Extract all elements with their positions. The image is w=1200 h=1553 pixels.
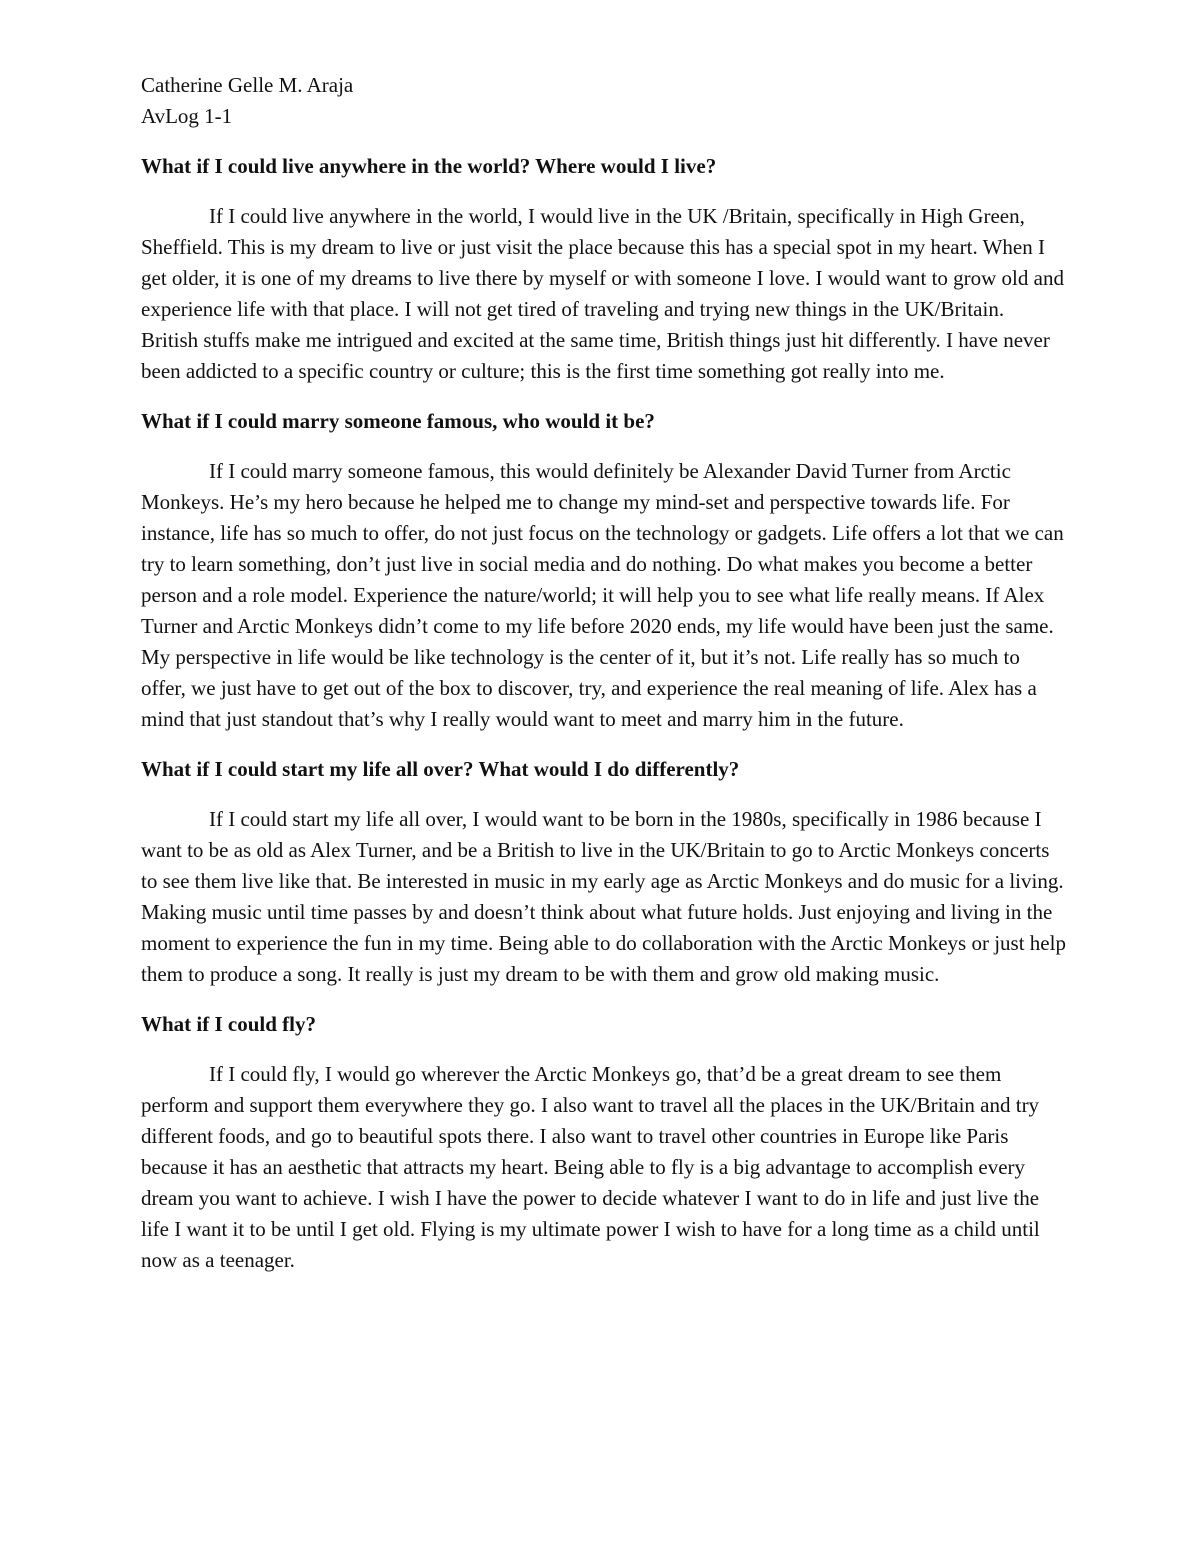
section-live-anywhere (141, 151, 1066, 387)
section-paragraph: If I could marry someone famous, this would definitely be Alexander David Turner from Arctic Monkeys. He’s my hero because he helped me to change my mind-set and perspective towards life. For instance, life has so much to offer, do not just focus on the technology or gadgets. Life offers a lot that we can try to learn something, don’t just live in social media and do nothing. Do what makes you become a better person and a role model. Experience the nature/world; it will help you to see what life really means. If Alex Turner and Arctic Monkeys didn’t come to my life before 2020 ends, my life would have been just the same. My perspective in life would be like technology is the center of it, but it’s not. Life really has so much to offer, we just have to get out of the box to discover, try, and experience the real meaning of life. Alex has a mind that just standout that’s why I really would want to meet and marry him in the future. (141, 459, 1064, 731)
section-heading: What if I could live anywhere in the world? Where would I live? (141, 154, 717, 178)
section-heading: What if I could fly? (141, 1012, 317, 1036)
section-paragraph: If I could live anywhere in the world, I would live in the UK /Britain, specifically in High Green, Sheffield. This is my dream to live or just visit the place because this has a special spot in my heart. When I get older, it is one of my dreams to live there by myself or with someone I love. I would want to grow old and experience life with that place. I will not get tired of traveling and trying new things in the UK/Britain. British stuffs make me intrigued and excited at the same time, British things just hit differently. I have never been addicted to a specific country or culture; this is the first time something got really into me. (141, 204, 1064, 383)
section-paragraph: If I could fly, I would go wherever the Arctic Monkeys go, that’d be a great dream to see them perform and support them everywhere they go. I also want to travel all the places in the UK/Britain and try different foods, and go to beautiful spots there. I also want to travel other countries in Europe like Paris because it has an aesthetic that attracts my heart. Being able to fly is a big advantage to accomplish every dream you want to achieve. I wish I have the power to decide whatever I want to do in life and just live the life I want it to be until I get old. Flying is my ultimate power I wish to have for a long time as a child until now as a teenager. (141, 1062, 1040, 1272)
section-heading: What if I could start my life all over? What would I do differently? (141, 757, 740, 781)
section-marry-famous (141, 406, 1066, 735)
course-code: AvLog 1-1 (141, 104, 233, 128)
author-name: Catherine Gelle M. Araja (141, 73, 354, 97)
section-heading: What if I could marry someone famous, who would it be? (141, 409, 655, 433)
section-start-over (141, 754, 1066, 990)
section-fly (141, 1009, 1066, 1276)
document-body (141, 70, 1066, 1276)
section-paragraph: If I could start my life all over, I would want to be born in the 1980s, specifically in 1986 because I want to be as old as Alex Turner, and be a British to live in the UK/Britain to go to Arctic Monkeys concerts to see them live like that. Be interested in music in my early age as Arctic Monkeys and do music for a living. Making music until time passes by and doesn’t think about what future holds. Just enjoying and living in the moment to experience the fun in my time. Being able to do collaboration with the Arctic Monkeys or just help them to produce a song. It really is just my dream to be with them and grow old making music. (141, 807, 1066, 986)
